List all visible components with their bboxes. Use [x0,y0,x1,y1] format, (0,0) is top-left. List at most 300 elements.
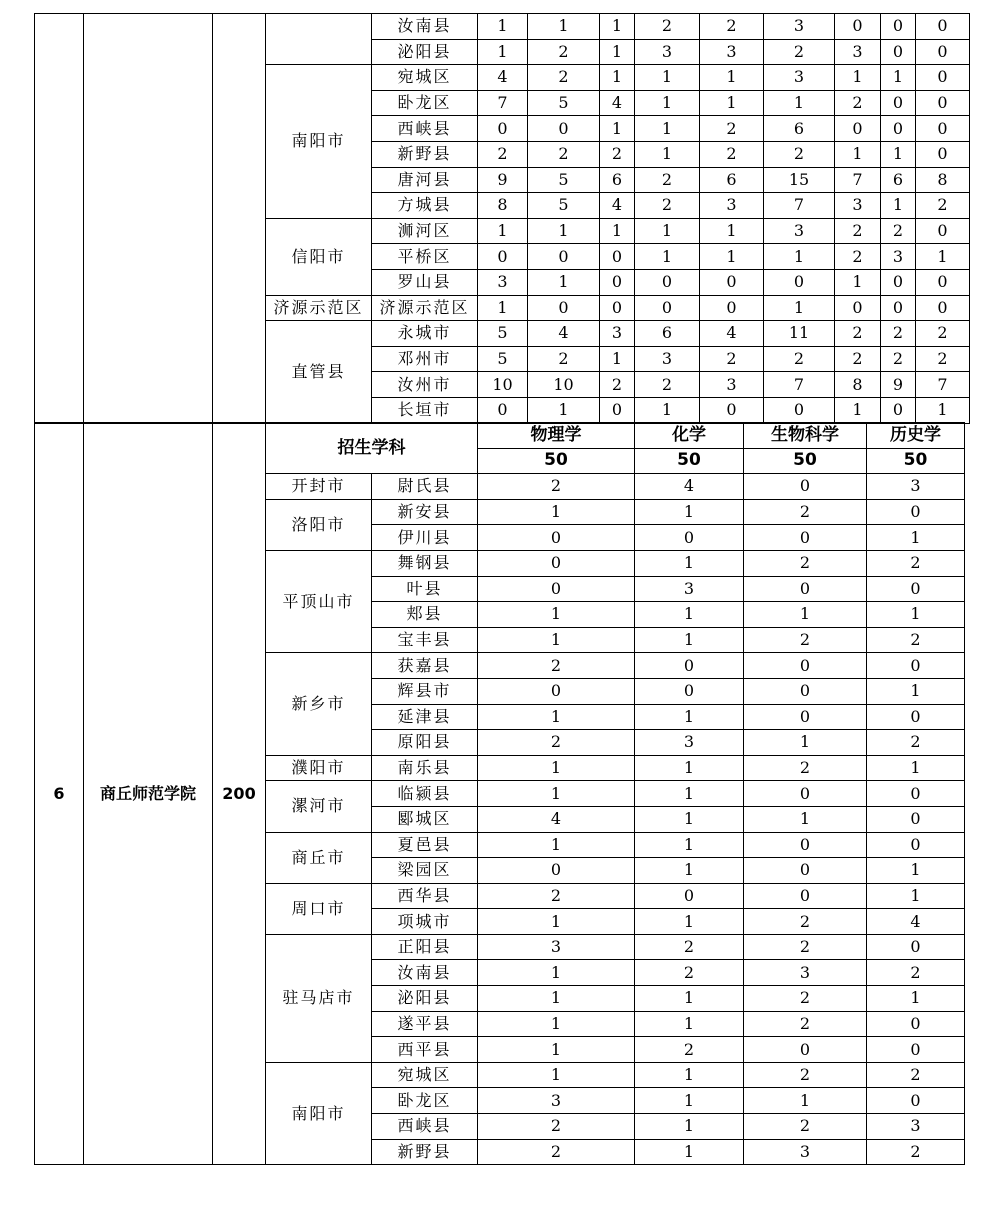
value-cell: 0 [600,397,635,423]
value-cell: 2 [744,1062,867,1088]
subject-quota: 50 [744,448,867,474]
value-cell: 2 [478,653,635,679]
value-cell: 0 [744,832,867,858]
value-cell: 1 [700,65,764,91]
value-cell: 0 [867,1037,965,1063]
value-cell: 0 [744,576,867,602]
value-cell: 1 [600,14,635,40]
district-cell: 新野县 [372,1139,478,1165]
district-cell: 唐河县 [372,167,478,193]
district-cell: 辉县市 [372,678,478,704]
value-cell: 2 [744,627,867,653]
value-cell: 1 [635,1011,744,1037]
value-cell: 1 [635,909,744,935]
district-cell: 西平县 [372,1037,478,1063]
value-cell: 2 [635,167,700,193]
value-cell: 6 [600,167,635,193]
value-cell: 2 [528,346,600,372]
value-cell: 2 [744,550,867,576]
value-cell: 1 [635,781,744,807]
value-cell: 0 [881,295,916,321]
value-cell: 0 [835,14,881,40]
value-cell: 2 [835,244,881,270]
value-cell: 3 [635,39,700,65]
header-row [35,423,965,449]
value-cell: 3 [635,346,700,372]
value-cell: 2 [478,730,635,756]
value-cell: 2 [700,116,764,142]
value-cell: 1 [635,218,700,244]
city-cell: 南阳市 [266,65,372,219]
value-cell: 1 [867,525,965,551]
district-cell: 邓州市 [372,346,478,372]
value-cell: 1 [881,141,916,167]
value-cell: 7 [916,372,970,398]
value-cell: 2 [600,141,635,167]
value-cell: 11 [764,321,835,347]
city-cell: 漯河市 [266,781,372,832]
value-cell: 0 [835,295,881,321]
district-cell: 泌阳县 [372,986,478,1012]
value-cell: 4 [600,90,635,116]
value-cell: 2 [600,372,635,398]
value-cell: 1 [478,39,528,65]
value-cell: 1 [635,602,744,628]
value-cell: 5 [528,167,600,193]
school-total: 200 [213,423,266,1165]
value-cell: 1 [635,244,700,270]
value-cell: 3 [764,14,835,40]
value-cell: 2 [764,39,835,65]
value-cell: 0 [916,218,970,244]
value-cell: 4 [867,909,965,935]
value-cell: 0 [764,269,835,295]
city-cell: 商丘市 [266,832,372,883]
value-cell: 0 [916,90,970,116]
value-cell: 2 [881,218,916,244]
value-cell: 3 [835,39,881,65]
district-cell: 汝南县 [372,14,478,40]
value-cell: 0 [478,244,528,270]
city-cell: 平顶山市 [266,550,372,652]
index-cell [35,14,84,424]
district-cell: 项城市 [372,909,478,935]
value-cell: 1 [916,397,970,423]
value-cell: 2 [867,960,965,986]
value-cell: 1 [528,269,600,295]
value-cell: 1 [478,1062,635,1088]
value-cell: 9 [881,372,916,398]
district-cell: 伊川县 [372,525,478,551]
value-cell: 3 [478,1088,635,1114]
value-cell: 2 [478,1114,635,1140]
value-cell: 0 [700,397,764,423]
value-cell: 8 [916,167,970,193]
value-cell: 0 [600,244,635,270]
value-cell: 1 [635,116,700,142]
value-cell: 4 [635,474,744,500]
value-cell: 0 [881,14,916,40]
value-cell: 0 [635,883,744,909]
value-cell: 3 [600,321,635,347]
value-cell: 3 [744,1139,867,1165]
value-cell: 1 [600,218,635,244]
value-cell: 0 [744,678,867,704]
value-cell: 1 [635,550,744,576]
value-cell: 5 [478,321,528,347]
value-cell: 0 [744,704,867,730]
value-cell: 0 [744,474,867,500]
value-cell: 10 [528,372,600,398]
value-cell: 1 [478,755,635,781]
value-cell: 3 [700,39,764,65]
value-cell: 0 [916,65,970,91]
district-cell: 临颍县 [372,781,478,807]
value-cell: 4 [700,321,764,347]
district-cell: 郾城区 [372,806,478,832]
value-cell: 0 [835,116,881,142]
value-cell: 1 [867,755,965,781]
value-cell: 0 [916,269,970,295]
value-cell: 1 [478,295,528,321]
value-cell: 0 [916,116,970,142]
subject-quota: 50 [635,448,744,474]
value-cell: 1 [700,244,764,270]
value-cell: 1 [478,986,635,1012]
value-cell: 2 [700,14,764,40]
value-cell: 0 [744,883,867,909]
value-cell: 1 [764,295,835,321]
value-cell: 2 [635,14,700,40]
value-cell: 4 [600,193,635,219]
value-cell: 1 [835,397,881,423]
school-cell [84,14,213,424]
value-cell: 0 [700,269,764,295]
value-cell: 2 [478,1139,635,1165]
quota-table-shangqiu [34,422,965,1165]
city-cell: 驻马店市 [266,934,372,1062]
value-cell: 3 [867,1114,965,1140]
value-cell: 4 [528,321,600,347]
value-cell: 0 [478,576,635,602]
district-cell: 西峡县 [372,1114,478,1140]
quota-table-shangqiu-body [35,423,965,1165]
district-cell: 卧龙区 [372,1088,478,1114]
value-cell: 1 [478,1037,635,1063]
value-cell: 2 [916,193,970,219]
value-cell: 0 [867,704,965,730]
value-cell: 0 [764,397,835,423]
district-cell: 方城县 [372,193,478,219]
quota-table-continued-body [35,14,970,424]
value-cell: 3 [744,960,867,986]
value-cell: 0 [744,525,867,551]
district-cell: 永城市 [372,321,478,347]
value-cell: 2 [635,1037,744,1063]
value-cell: 2 [478,883,635,909]
value-cell: 0 [867,576,965,602]
value-cell: 1 [528,14,600,40]
value-cell: 0 [867,1011,965,1037]
value-cell: 1 [478,781,635,807]
value-cell: 1 [635,397,700,423]
value-cell: 1 [478,1011,635,1037]
district-cell: 原阳县 [372,730,478,756]
value-cell: 2 [764,141,835,167]
value-cell: 3 [478,934,635,960]
value-cell: 1 [635,141,700,167]
value-cell: 0 [916,295,970,321]
city-cell: 南阳市 [266,1062,372,1164]
value-cell: 0 [528,116,600,142]
value-cell: 1 [635,1114,744,1140]
value-cell: 1 [700,90,764,116]
district-cell: 新野县 [372,141,478,167]
value-cell: 2 [916,321,970,347]
district-cell: 新安县 [372,499,478,525]
value-cell: 1 [635,755,744,781]
value-cell: 1 [528,397,600,423]
value-cell: 2 [867,730,965,756]
value-cell: 1 [867,602,965,628]
value-cell: 2 [744,755,867,781]
value-cell: 2 [744,1011,867,1037]
value-cell: 7 [835,167,881,193]
value-cell: 2 [867,1062,965,1088]
value-cell: 2 [881,346,916,372]
value-cell: 2 [744,499,867,525]
value-cell: 2 [881,321,916,347]
value-cell: 1 [635,1088,744,1114]
value-cell: 2 [916,346,970,372]
city-cell: 濮阳市 [266,755,372,781]
value-cell: 2 [867,627,965,653]
value-cell: 2 [700,346,764,372]
value-cell: 1 [764,244,835,270]
value-cell: 1 [478,960,635,986]
value-cell: 2 [528,141,600,167]
subject-name: 化学 [635,423,744,449]
value-cell: 1 [867,883,965,909]
value-cell: 0 [881,269,916,295]
value-cell: 7 [478,90,528,116]
value-cell: 2 [867,1139,965,1165]
value-cell: 2 [700,141,764,167]
total-cell [213,14,266,424]
value-cell: 3 [867,474,965,500]
value-cell: 1 [478,602,635,628]
district-cell: 正阳县 [372,934,478,960]
value-cell: 1 [744,806,867,832]
value-cell: 1 [744,730,867,756]
value-cell: 1 [635,806,744,832]
value-cell: 0 [744,858,867,884]
value-cell: 1 [478,832,635,858]
district-cell: 汝州市 [372,372,478,398]
city-cell: 信阳市 [266,218,372,295]
value-cell: 1 [835,269,881,295]
value-cell: 1 [635,627,744,653]
value-cell: 0 [867,781,965,807]
city-cell: 新乡市 [266,653,372,755]
city-cell: 周口市 [266,883,372,934]
value-cell: 1 [881,193,916,219]
value-cell: 2 [528,65,600,91]
value-cell: 3 [764,65,835,91]
value-cell: 0 [867,653,965,679]
city-cell: 济源示范区 [266,295,372,321]
city-cell [266,14,372,65]
value-cell: 0 [635,269,700,295]
value-cell: 0 [867,499,965,525]
value-cell: 0 [916,141,970,167]
district-cell: 汝南县 [372,960,478,986]
value-cell: 8 [835,372,881,398]
value-cell: 2 [867,550,965,576]
value-cell: 10 [478,372,528,398]
district-cell: 获嘉县 [372,653,478,679]
value-cell: 2 [835,321,881,347]
value-cell: 3 [478,269,528,295]
value-cell: 3 [700,193,764,219]
district-cell: 平桥区 [372,244,478,270]
value-cell: 6 [881,167,916,193]
value-cell: 2 [744,909,867,935]
value-cell: 4 [478,65,528,91]
district-cell: 宝丰县 [372,627,478,653]
value-cell: 1 [600,346,635,372]
value-cell: 2 [835,218,881,244]
value-cell: 0 [478,678,635,704]
district-cell: 南乐县 [372,755,478,781]
value-cell: 1 [635,90,700,116]
value-cell: 1 [867,678,965,704]
value-cell: 1 [635,1062,744,1088]
value-cell: 1 [881,65,916,91]
value-cell: 1 [478,499,635,525]
value-cell: 1 [478,14,528,40]
value-cell: 2 [635,193,700,219]
value-cell: 1 [867,858,965,884]
value-cell: 1 [635,832,744,858]
value-cell: 0 [478,525,635,551]
district-cell: 长垣市 [372,397,478,423]
district-cell: 宛城区 [372,65,478,91]
value-cell: 0 [600,295,635,321]
value-cell: 0 [744,653,867,679]
subject-header: 招生学科 [266,423,478,474]
value-cell: 8 [478,193,528,219]
value-cell: 1 [600,116,635,142]
value-cell: 0 [881,116,916,142]
value-cell: 0 [600,269,635,295]
subject-name: 物理学 [478,423,635,449]
value-cell: 0 [744,1037,867,1063]
city-cell: 直管县 [266,321,372,423]
value-cell: 1 [478,218,528,244]
value-cell: 1 [478,909,635,935]
value-cell: 2 [744,1114,867,1140]
value-cell: 3 [700,372,764,398]
value-cell: 0 [867,832,965,858]
value-cell: 1 [916,244,970,270]
value-cell: 2 [478,474,635,500]
value-cell: 1 [635,1139,744,1165]
value-cell: 0 [867,934,965,960]
value-cell: 0 [700,295,764,321]
district-cell: 罗山县 [372,269,478,295]
value-cell: 1 [764,90,835,116]
value-cell: 2 [478,141,528,167]
value-cell: 0 [916,39,970,65]
value-cell: 0 [916,14,970,40]
value-cell: 7 [764,372,835,398]
district-cell: 延津县 [372,704,478,730]
value-cell: 2 [835,346,881,372]
city-cell: 开封市 [266,474,372,500]
value-cell: 1 [744,602,867,628]
value-cell: 1 [635,704,744,730]
value-cell: 3 [881,244,916,270]
district-cell: 郏县 [372,602,478,628]
district-cell: 宛城区 [372,1062,478,1088]
value-cell: 0 [635,678,744,704]
value-cell: 1 [600,65,635,91]
district-cell: 尉氏县 [372,474,478,500]
subject-name: 生物科学 [744,423,867,449]
value-cell: 2 [744,986,867,1012]
value-cell: 5 [528,90,600,116]
value-cell: 1 [478,627,635,653]
school-name: 商丘师范学院 [84,423,213,1165]
value-cell: 3 [835,193,881,219]
value-cell: 1 [635,65,700,91]
value-cell: 1 [635,858,744,884]
value-cell: 7 [764,193,835,219]
district-cell: 西峡县 [372,116,478,142]
value-cell: 1 [635,986,744,1012]
value-cell: 15 [764,167,835,193]
value-cell: 1 [528,218,600,244]
value-cell: 0 [478,397,528,423]
value-cell: 2 [635,934,744,960]
value-cell: 5 [528,193,600,219]
value-cell: 0 [478,116,528,142]
value-cell: 0 [635,525,744,551]
table-row [35,14,970,40]
district-cell: 浉河区 [372,218,478,244]
school-index: 6 [35,423,84,1165]
city-cell: 洛阳市 [266,499,372,550]
district-cell: 西华县 [372,883,478,909]
value-cell: 0 [528,295,600,321]
value-cell: 0 [635,653,744,679]
value-cell: 0 [478,858,635,884]
district-cell: 舞钢县 [372,550,478,576]
value-cell: 9 [478,167,528,193]
value-cell: 1 [867,986,965,1012]
value-cell: 2 [744,934,867,960]
value-cell: 3 [635,576,744,602]
value-cell: 4 [478,806,635,832]
value-cell: 0 [478,550,635,576]
value-cell: 2 [635,372,700,398]
value-cell: 1 [744,1088,867,1114]
district-cell: 梁园区 [372,858,478,884]
district-cell: 遂平县 [372,1011,478,1037]
subject-name: 历史学 [867,423,965,449]
value-cell: 6 [700,167,764,193]
